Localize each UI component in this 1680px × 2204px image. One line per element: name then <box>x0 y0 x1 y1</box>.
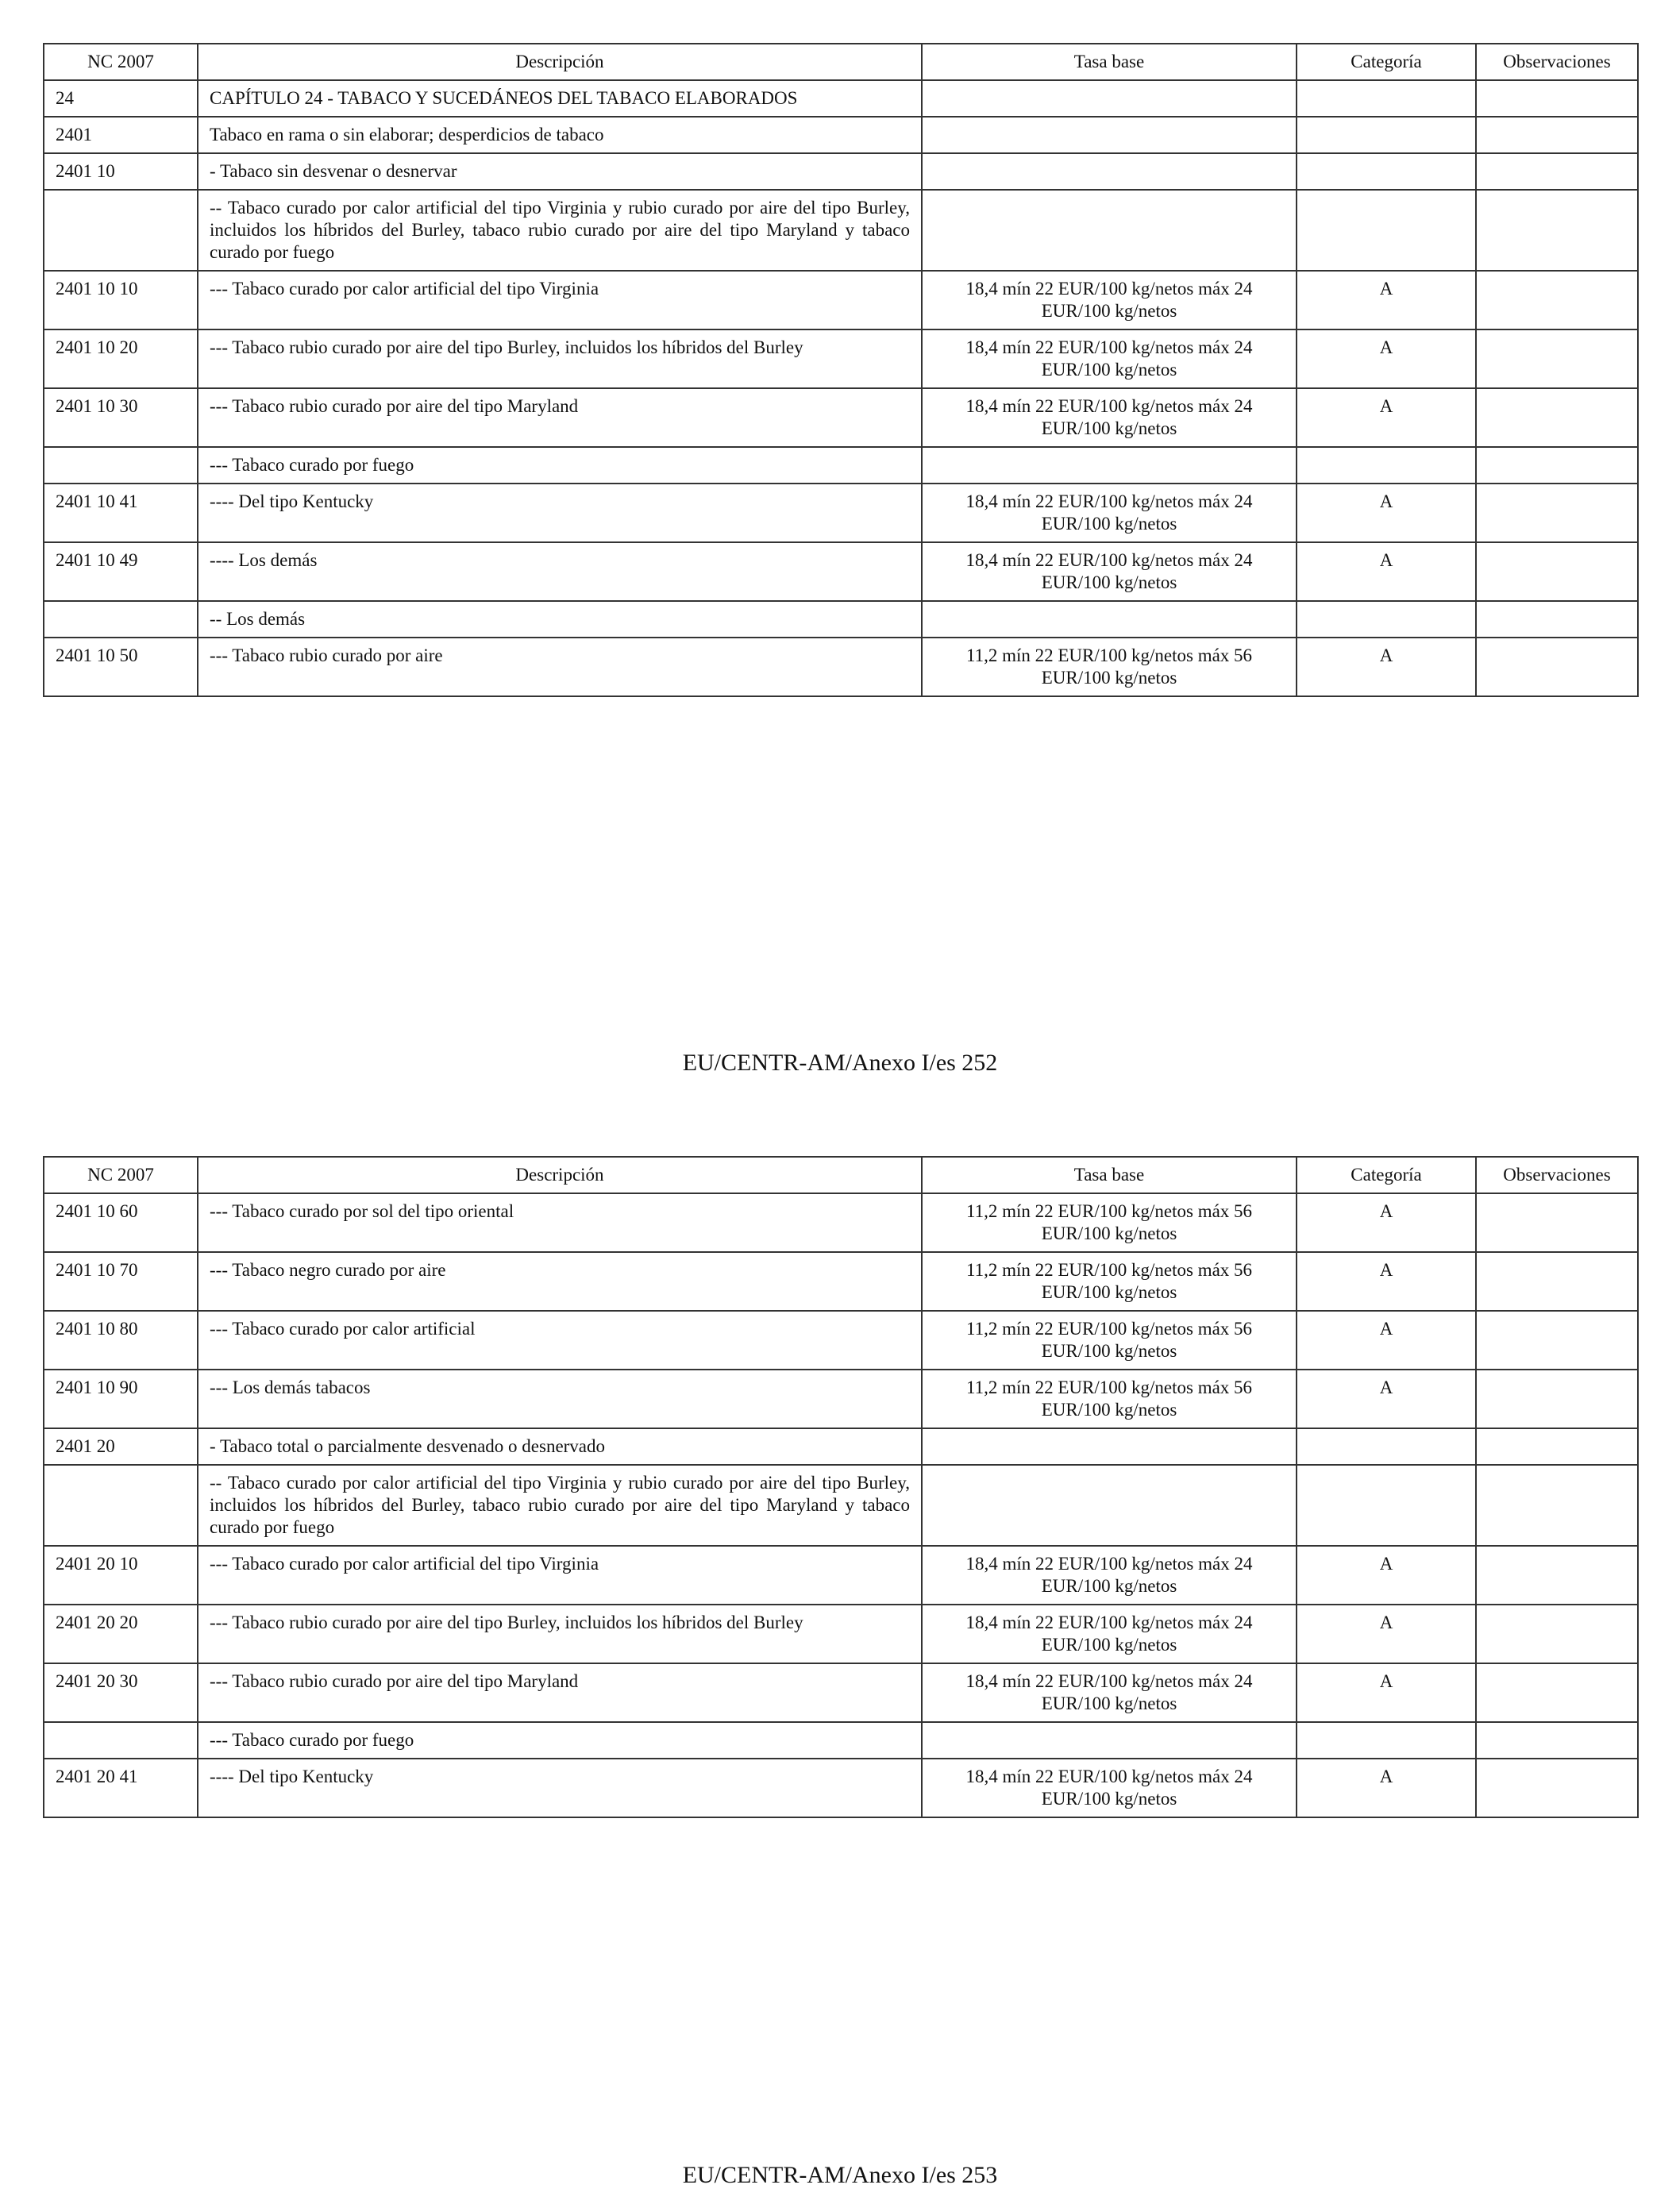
remarks-cell <box>1476 542 1638 601</box>
description-cell: ---- Los demás <box>198 542 922 601</box>
table-row <box>44 329 1638 388</box>
remarks-cell <box>1476 638 1638 696</box>
header-nc: NC 2007 <box>44 44 198 80</box>
rate-cell <box>922 190 1297 271</box>
rate-cell <box>922 1465 1297 1546</box>
rate-cell: 18,4 mín 22 EUR/100 kg/netos máx 24 EUR/100 kg/netos <box>922 388 1297 447</box>
nc-cell: 2401 10 80 <box>44 1311 198 1370</box>
description-cell: --- Tabaco curado por sol del tipo oriental <box>198 1193 922 1252</box>
remarks-cell <box>1476 1311 1638 1370</box>
table-row <box>44 1546 1638 1605</box>
nc-cell: 2401 20 20 <box>44 1605 198 1663</box>
nc-cell: 2401 10 60 <box>44 1193 198 1252</box>
rate-cell: 18,4 mín 22 EUR/100 kg/netos máx 24 EUR/100 kg/netos <box>922 542 1297 601</box>
remarks-cell <box>1476 1252 1638 1311</box>
rate-cell: 11,2 mín 22 EUR/100 kg/netos máx 56 EUR/100 kg/netos <box>922 1370 1297 1428</box>
rate-cell: 18,4 mín 22 EUR/100 kg/netos máx 24 EUR/100 kg/netos <box>922 329 1297 388</box>
table-row <box>44 542 1638 601</box>
tariff-table-page-253 <box>43 1156 1639 1818</box>
description-cell: --- Los demás tabacos <box>198 1370 922 1428</box>
nc-cell: 2401 10 70 <box>44 1252 198 1311</box>
category-cell: A <box>1297 1663 1476 1722</box>
rate-cell: 18,4 mín 22 EUR/100 kg/netos máx 24 EUR/100 kg/netos <box>922 1546 1297 1605</box>
rate-cell: 11,2 mín 22 EUR/100 kg/netos máx 56 EUR/100 kg/netos <box>922 1311 1297 1370</box>
table-row <box>44 1370 1638 1428</box>
page-footer: EU/CENTR-AM/Anexo I/es 252 <box>682 1050 998 1076</box>
rate-cell <box>922 447 1297 484</box>
description-cell: --- Tabaco curado por calor artificial <box>198 1311 922 1370</box>
rate-cell: 11,2 mín 22 EUR/100 kg/netos máx 56 EUR/100 kg/netos <box>922 638 1297 696</box>
description-cell: --- Tabaco rubio curado por aire del tipo Burley, incluidos los híbridos del Burley <box>198 1605 922 1663</box>
table-row <box>44 1759 1638 1817</box>
table-row <box>44 1605 1638 1663</box>
category-cell <box>1297 190 1476 271</box>
nc-cell <box>44 1722 198 1759</box>
rate-cell: 18,4 mín 22 EUR/100 kg/netos máx 24 EUR/100 kg/netos <box>922 484 1297 542</box>
nc-cell <box>44 447 198 484</box>
description-cell: --- Tabaco rubio curado por aire del tipo Maryland <box>198 388 922 447</box>
rate-cell: 18,4 mín 22 EUR/100 kg/netos máx 24 EUR/100 kg/netos <box>922 1663 1297 1722</box>
nc-cell: 2401 20 41 <box>44 1759 198 1817</box>
table-row <box>44 1193 1638 1252</box>
category-cell: A <box>1297 388 1476 447</box>
category-cell <box>1297 117 1476 153</box>
description-cell: ---- Del tipo Kentucky <box>198 484 922 542</box>
remarks-cell <box>1476 80 1638 117</box>
remarks-cell <box>1476 1193 1638 1252</box>
description-cell: -- Tabaco curado por calor artificial del tipo Virginia y rubio curado por aire del tipo Burley, incluidos los híbridos del Burley, tabaco rubio curado por aire del tipo Maryland y tabaco curado por fuego <box>198 1465 922 1546</box>
table-row <box>44 638 1638 696</box>
description-cell: CAPÍTULO 24 - TABACO Y SUCEDÁNEOS DEL TABACO ELABORADOS <box>198 80 922 117</box>
nc-cell: 2401 20 <box>44 1428 198 1465</box>
category-cell: A <box>1297 638 1476 696</box>
remarks-cell <box>1476 271 1638 329</box>
nc-cell: 2401 10 30 <box>44 388 198 447</box>
rate-cell <box>922 117 1297 153</box>
rate-cell <box>922 153 1297 190</box>
description-cell: - Tabaco sin desvenar o desnervar <box>198 153 922 190</box>
remarks-cell <box>1476 601 1638 638</box>
description-cell: --- Tabaco curado por calor artificial del tipo Virginia <box>198 271 922 329</box>
table-row <box>44 1311 1638 1370</box>
header-remarks: Observaciones <box>1476 1157 1638 1193</box>
description-cell: Tabaco en rama o sin elaborar; desperdicios de tabaco <box>198 117 922 153</box>
description-cell: -- Tabaco curado por calor artificial del tipo Virginia y rubio curado por aire del tipo Burley, incluidos los híbridos del Burley, tabaco rubio curado por aire del tipo Maryland y tabaco curado por fuego <box>198 190 922 271</box>
rate-cell <box>922 601 1297 638</box>
category-cell: A <box>1297 271 1476 329</box>
header-rate: Tasa base <box>922 44 1297 80</box>
table-row <box>44 190 1638 271</box>
description-cell: - Tabaco total o parcialmente desvenado o desnervado <box>198 1428 922 1465</box>
table-row <box>44 601 1638 638</box>
category-cell <box>1297 153 1476 190</box>
table-body <box>44 1193 1638 1817</box>
remarks-cell <box>1476 484 1638 542</box>
description-cell: --- Tabaco curado por fuego <box>198 1722 922 1759</box>
table-row <box>44 117 1638 153</box>
remarks-cell <box>1476 1759 1638 1817</box>
table-row <box>44 1663 1638 1722</box>
remarks-cell <box>1476 447 1638 484</box>
rate-cell: 18,4 mín 22 EUR/100 kg/netos máx 24 EUR/100 kg/netos <box>922 1759 1297 1817</box>
category-cell <box>1297 1465 1476 1546</box>
rate-cell <box>922 1722 1297 1759</box>
table-row <box>44 388 1638 447</box>
nc-cell: 2401 20 10 <box>44 1546 198 1605</box>
header-remarks: Observaciones <box>1476 44 1638 80</box>
header-category: Categoría <box>1297 44 1476 80</box>
remarks-cell <box>1476 1663 1638 1722</box>
remarks-cell <box>1476 153 1638 190</box>
remarks-cell <box>1476 388 1638 447</box>
description-cell: --- Tabaco negro curado por aire <box>198 1252 922 1311</box>
category-cell <box>1297 601 1476 638</box>
remarks-cell <box>1476 1428 1638 1465</box>
rate-cell <box>922 1428 1297 1465</box>
category-cell: A <box>1297 1370 1476 1428</box>
remarks-cell <box>1476 117 1638 153</box>
nc-cell <box>44 601 198 638</box>
category-cell: A <box>1297 542 1476 601</box>
remarks-cell <box>1476 1465 1638 1546</box>
category-cell: A <box>1297 1311 1476 1370</box>
rate-cell <box>922 80 1297 117</box>
category-cell: A <box>1297 1546 1476 1605</box>
table-row <box>44 153 1638 190</box>
category-cell <box>1297 1722 1476 1759</box>
table-row <box>44 271 1638 329</box>
rate-cell: 11,2 mín 22 EUR/100 kg/netos máx 56 EUR/100 kg/netos <box>922 1252 1297 1311</box>
category-cell <box>1297 80 1476 117</box>
table-row <box>44 1252 1638 1311</box>
nc-cell: 2401 10 20 <box>44 329 198 388</box>
table-body <box>44 80 1638 696</box>
rate-cell: 18,4 mín 22 EUR/100 kg/netos máx 24 EUR/100 kg/netos <box>922 271 1297 329</box>
header-description: Descripción <box>198 44 922 80</box>
table-row <box>44 80 1638 117</box>
nc-cell <box>44 190 198 271</box>
nc-cell: 2401 10 50 <box>44 638 198 696</box>
header-category: Categoría <box>1297 1157 1476 1193</box>
category-cell: A <box>1297 1605 1476 1663</box>
table-header-row <box>44 1157 1638 1193</box>
nc-cell: 2401 <box>44 117 198 153</box>
nc-cell: 2401 10 <box>44 153 198 190</box>
table-row <box>44 1722 1638 1759</box>
table-row <box>44 1465 1638 1546</box>
rate-cell: 18,4 mín 22 EUR/100 kg/netos máx 24 EUR/100 kg/netos <box>922 1605 1297 1663</box>
table-header-row <box>44 44 1638 80</box>
description-cell: --- Tabaco rubio curado por aire del tipo Maryland <box>198 1663 922 1722</box>
nc-cell: 2401 10 49 <box>44 542 198 601</box>
category-cell: A <box>1297 1759 1476 1817</box>
category-cell: A <box>1297 1252 1476 1311</box>
remarks-cell <box>1476 329 1638 388</box>
header-description: Descripción <box>198 1157 922 1193</box>
remarks-cell <box>1476 1605 1638 1663</box>
remarks-cell <box>1476 1722 1638 1759</box>
category-cell: A <box>1297 484 1476 542</box>
remarks-cell <box>1476 1370 1638 1428</box>
nc-cell: 2401 20 30 <box>44 1663 198 1722</box>
rate-cell: 11,2 mín 22 EUR/100 kg/netos máx 56 EUR/100 kg/netos <box>922 1193 1297 1252</box>
nc-cell: 2401 10 90 <box>44 1370 198 1428</box>
nc-cell <box>44 1465 198 1546</box>
table-row <box>44 1428 1638 1465</box>
table-row <box>44 447 1638 484</box>
category-cell: A <box>1297 329 1476 388</box>
category-cell <box>1297 447 1476 484</box>
category-cell: A <box>1297 1193 1476 1252</box>
remarks-cell <box>1476 190 1638 271</box>
header-nc: NC 2007 <box>44 1157 198 1193</box>
description-cell: --- Tabaco rubio curado por aire del tipo Burley, incluidos los híbridos del Burley <box>198 329 922 388</box>
description-cell: -- Los demás <box>198 601 922 638</box>
nc-cell: 2401 10 10 <box>44 271 198 329</box>
category-cell <box>1297 1428 1476 1465</box>
description-cell: --- Tabaco rubio curado por aire <box>198 638 922 696</box>
nc-cell: 2401 10 41 <box>44 484 198 542</box>
description-cell: --- Tabaco curado por fuego <box>198 447 922 484</box>
description-cell: ---- Del tipo Kentucky <box>198 1759 922 1817</box>
tariff-table-page-252 <box>43 43 1639 697</box>
description-cell: --- Tabaco curado por calor artificial del tipo Virginia <box>198 1546 922 1605</box>
page-footer: EU/CENTR-AM/Anexo I/es 253 <box>682 2162 998 2188</box>
header-rate: Tasa base <box>922 1157 1297 1193</box>
table-row <box>44 484 1638 542</box>
remarks-cell <box>1476 1546 1638 1605</box>
nc-cell: 24 <box>44 80 198 117</box>
